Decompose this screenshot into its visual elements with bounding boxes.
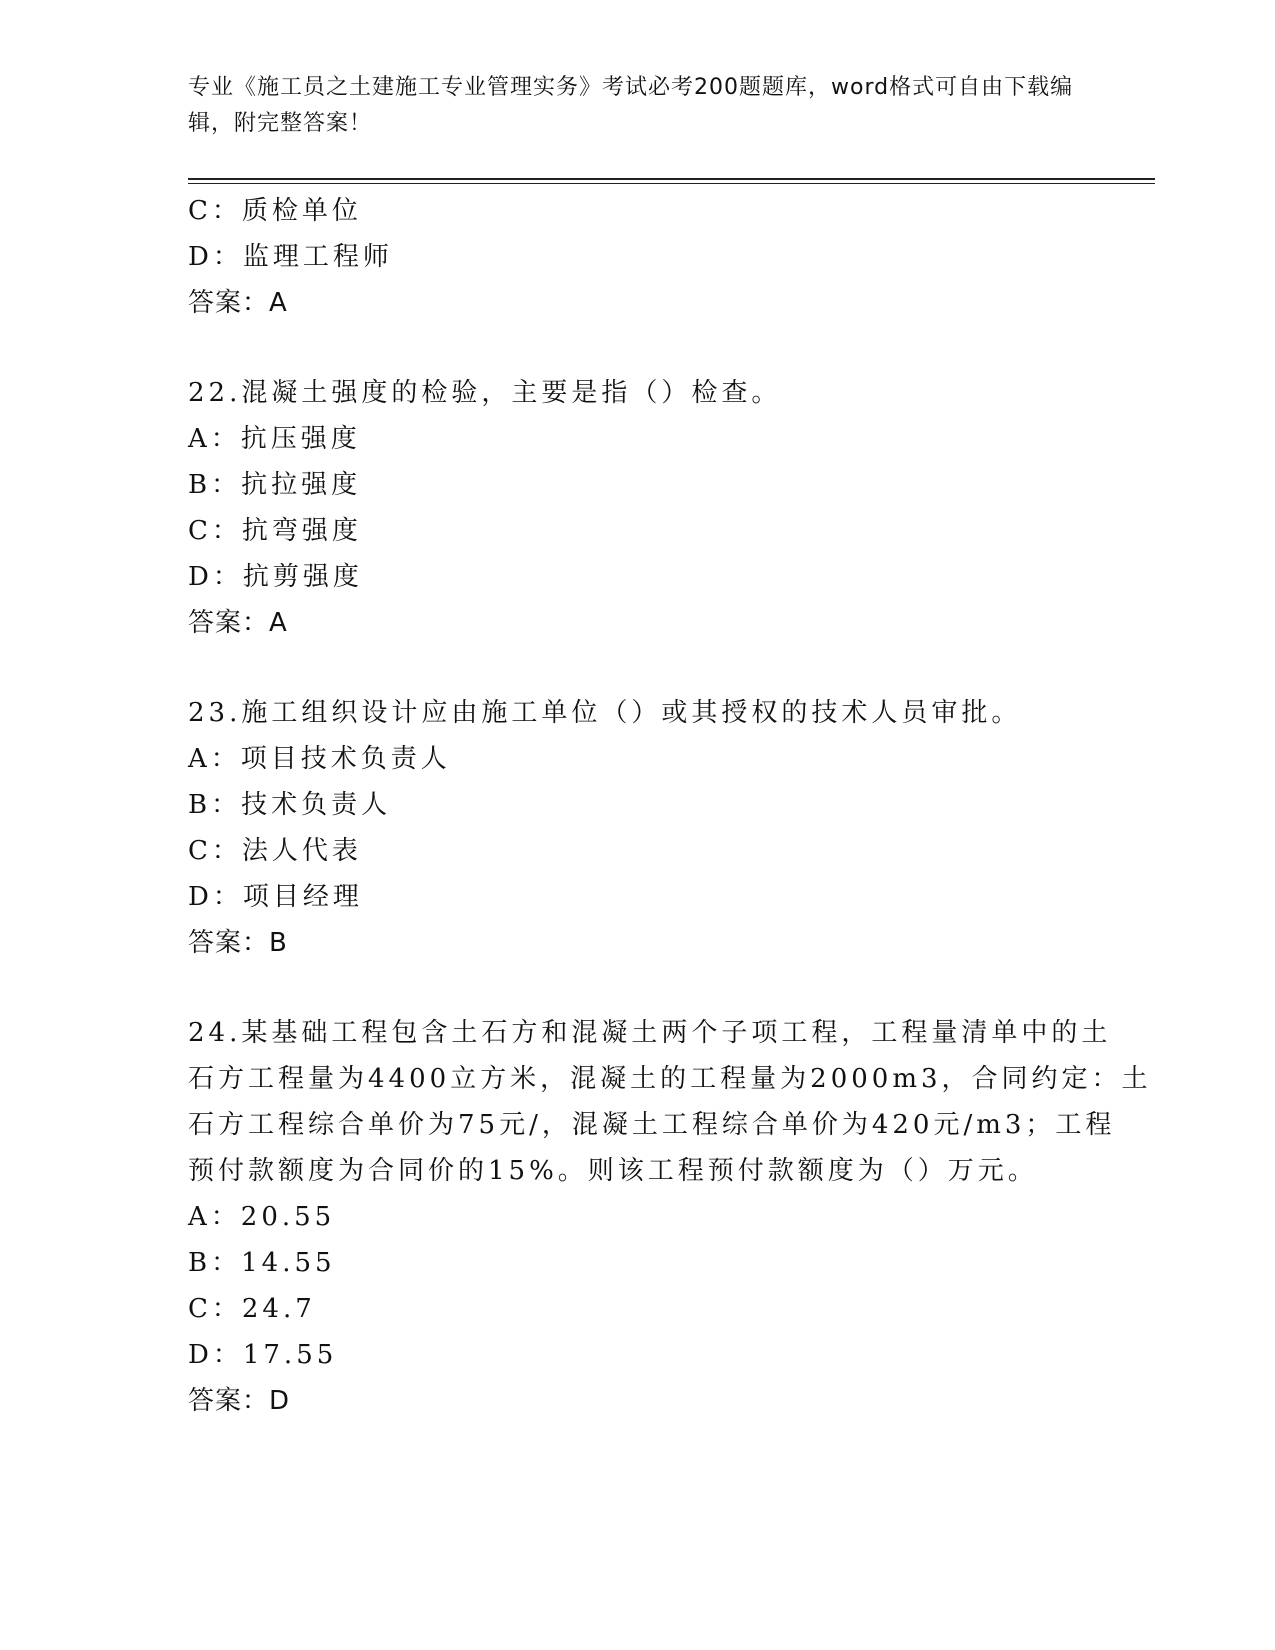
- spacer: [188, 326, 1088, 370]
- option-d: D：抗剪强度: [188, 562, 363, 592]
- document-header: 专业《施工员之土建施工专业管理实务》考试必考200题题库，word格式可自由下载编辑，附完整答案！: [188, 75, 1074, 136]
- question-text-line-2: 石方工程量为4400立方米，混凝土的工程量为2000m3，合同约定：土: [188, 1064, 1152, 1094]
- question-text-line-1: 24.某基础工程包含土石方和混凝土两个子项工程，工程量清单中的土: [188, 1018, 1112, 1048]
- question-text-line-4: 预付款额度为合同价的15%。则该工程预付款额度为（）万元。: [188, 1156, 1038, 1186]
- option-a: A：20.55: [188, 1202, 336, 1232]
- question-content: [188, 188, 1152, 1424]
- answer-line: 答案：A: [188, 288, 288, 318]
- question-text: 23.施工组织设计应由施工单位（）或其授权的技术人员审批。: [188, 698, 1022, 728]
- option-b: B：抗拉强度: [188, 470, 362, 500]
- option-d: D：监理工程师: [188, 242, 393, 272]
- question-text-line-3: 石方工程综合单价为75元/，混凝土工程综合单价为420元/m3；工程: [188, 1110, 1116, 1140]
- question-22: [188, 370, 1088, 646]
- answer-line: 答案：D: [188, 1386, 291, 1416]
- spacer: [188, 646, 1088, 690]
- option-c: C：法人代表: [188, 836, 362, 866]
- spacer: [188, 966, 1088, 1010]
- previous-question-tail: [188, 188, 1088, 326]
- option-d: D：项目经理: [188, 882, 363, 912]
- question-text: 22.混凝土强度的检验，主要是指（）检查。: [188, 378, 782, 408]
- option-c: C：24.7: [188, 1294, 316, 1324]
- answer-line: 答案：B: [188, 928, 288, 958]
- option-a: A：抗压强度: [188, 424, 361, 454]
- question-23: [188, 690, 1088, 966]
- question-24: [188, 1010, 1152, 1424]
- header-rule-thin: [188, 183, 1155, 184]
- option-c: C：质检单位: [188, 196, 362, 226]
- option-a: A：项目技术负责人: [188, 744, 451, 774]
- option-b: B：技术负责人: [188, 790, 392, 820]
- answer-line: 答案：A: [188, 608, 288, 638]
- option-c: C：抗弯强度: [188, 516, 362, 546]
- header-rule: [188, 178, 1155, 180]
- option-b: B：14.55: [188, 1248, 336, 1278]
- option-d: D：17.55: [188, 1340, 338, 1370]
